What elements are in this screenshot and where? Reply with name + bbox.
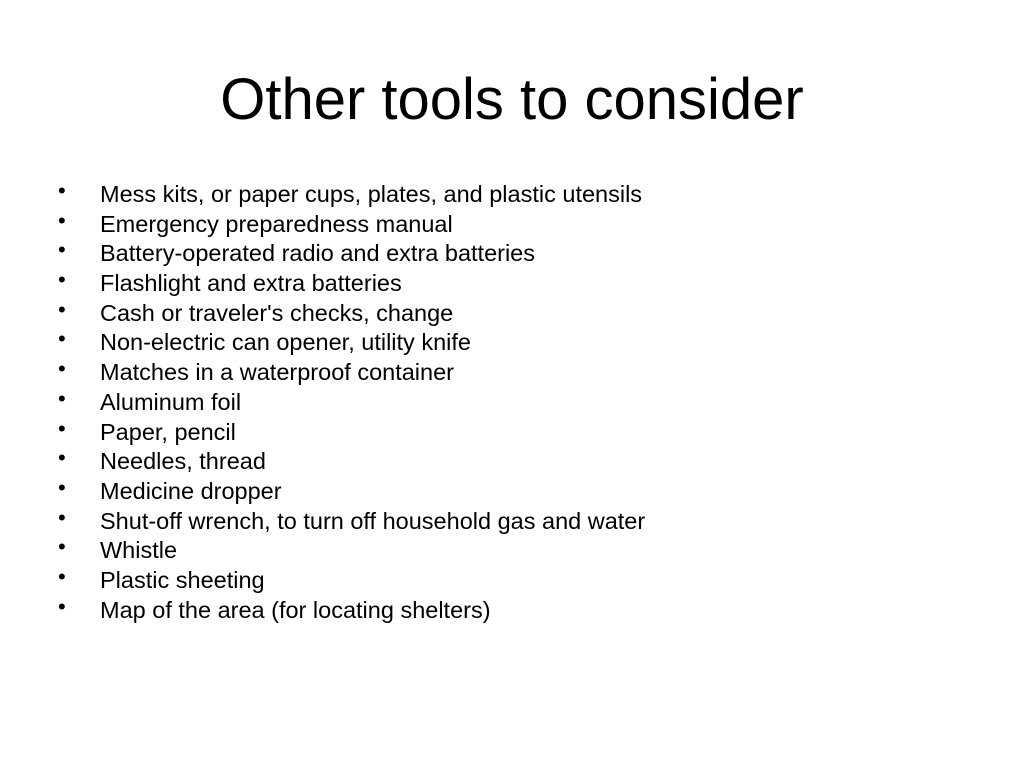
bullet-icon: •	[58, 296, 66, 322]
bullet-icon: •	[58, 385, 66, 411]
bullet-icon: •	[58, 445, 66, 471]
bullet-icon: •	[58, 207, 66, 233]
list-item-text: Needles, thread	[100, 448, 266, 475]
list-item-text: Plastic sheeting	[100, 566, 265, 593]
list-item-text: Matches in a waterproof container	[100, 359, 454, 386]
list-item-text: Battery-operated radio and extra batteries	[100, 240, 536, 267]
bullet-icon: •	[58, 593, 66, 619]
bullet-icon: •	[58, 267, 66, 293]
list-item-text: Paper, pencil	[100, 418, 236, 445]
list-item-text: Emergency preparedness manual	[100, 210, 453, 237]
bullet-icon: •	[58, 237, 66, 263]
bullet-icon: •	[58, 534, 66, 560]
list-item-text: Flashlight and extra batteries	[100, 270, 402, 297]
list-item-text: Whistle	[100, 537, 178, 564]
list-item-text: Aluminum foil	[100, 388, 242, 415]
list-item-text: Cash or traveler's checks, change	[100, 299, 454, 326]
bullet-icon: •	[58, 474, 66, 500]
bullet-icon: •	[58, 178, 66, 203]
bullet-icon: •	[58, 356, 66, 382]
bullet-icon: •	[58, 326, 66, 352]
bullet-icon: •	[58, 504, 66, 530]
bullet-icon: •	[58, 415, 66, 441]
list-item-text: Map of the area (for locating shelters)	[100, 596, 491, 623]
list-item-text: Non-electric can opener, utility knife	[100, 329, 471, 356]
list-item-text: Shut-off wrench, to turn off household gas and water	[100, 507, 646, 534]
slide-title: Other tools to consider	[220, 67, 804, 132]
list-item-text: Mess kits, or paper cups, plates, and plastic utensils	[100, 181, 643, 207]
bullet-icon: •	[58, 563, 66, 589]
list-item-text: Medicine dropper	[100, 477, 282, 504]
